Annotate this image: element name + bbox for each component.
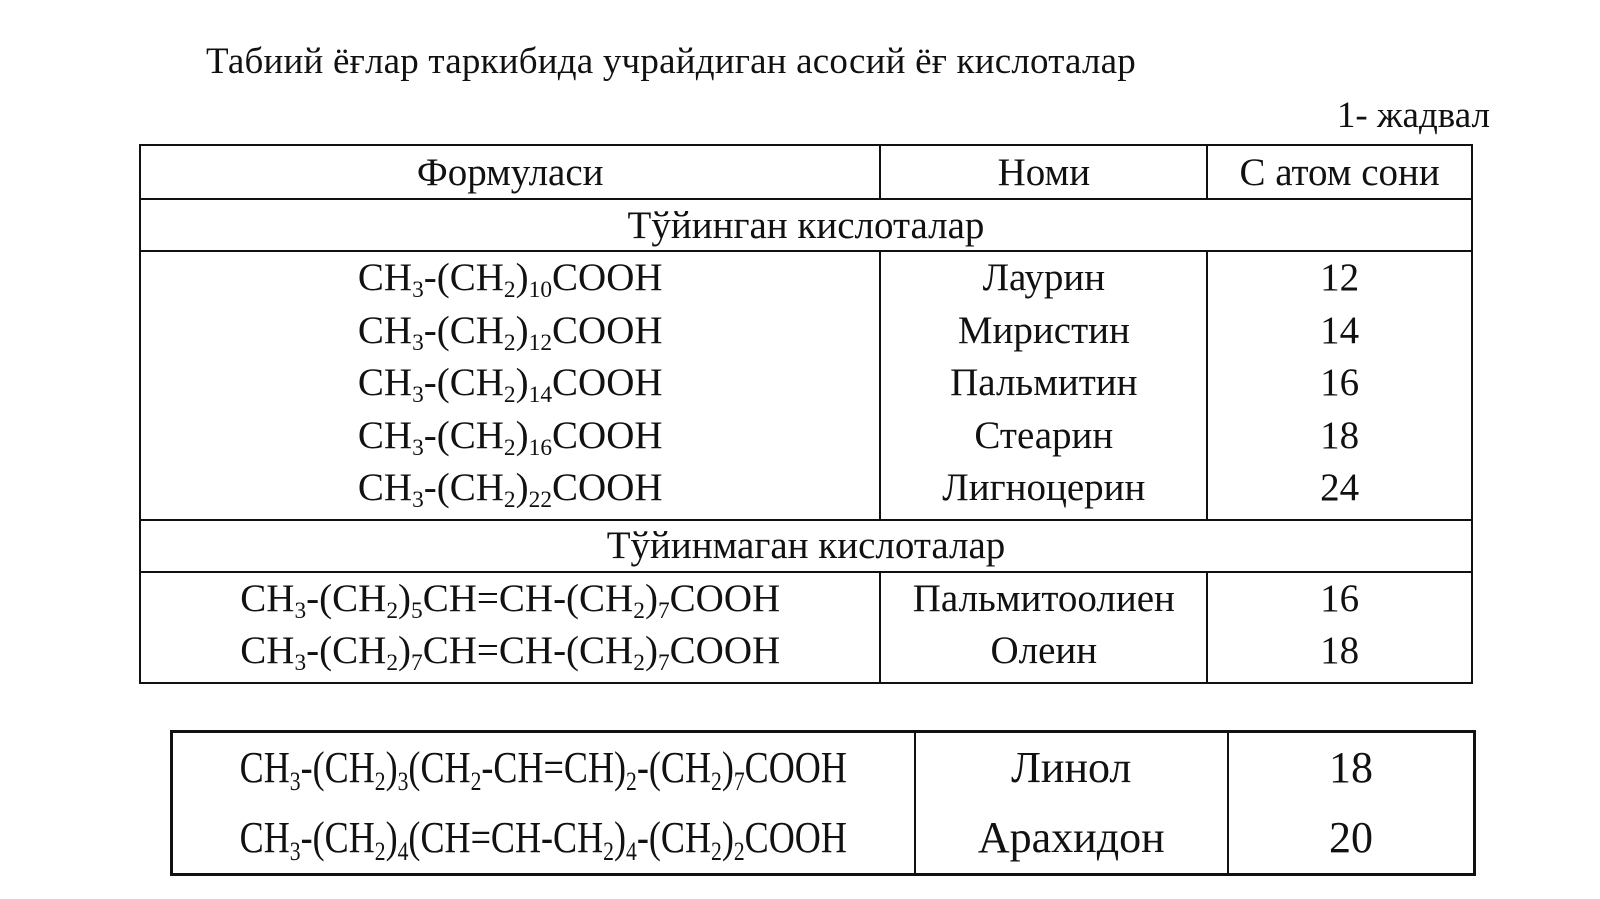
header-c-atoms: С атом сони <box>1207 145 1472 199</box>
formula-text: $CH_3-(CH_2)_{22}COOH$ <box>357 466 663 514</box>
page-title: Табиий ёғлар таркибида учрайдиган асосий ёғ кислоталар <box>206 41 1136 82</box>
unsaturated-formulas <box>140 572 880 683</box>
carbon-atom-count: 16 <box>1320 576 1360 620</box>
carbon-atom-count: 12 <box>1320 256 1360 299</box>
acid-name: Пальмитин <box>950 361 1138 404</box>
polyunsaturated-formulas <box>172 732 915 875</box>
saturated-names <box>880 251 1207 520</box>
formula-text: $CH_3-(CH_2)_7CH=CH-(CH_2)_7COOH$ <box>240 629 781 677</box>
formula-text: $CH_3-(CH_2)_{14}COOH$ <box>357 361 663 409</box>
unsaturated-section-row <box>140 520 1472 572</box>
header-name: Номи <box>880 145 1207 199</box>
saturated-section-title: Тўйинган кислоталар <box>140 199 1472 251</box>
acid-name: Арахидон <box>977 813 1165 862</box>
polyunsaturated-acids-table <box>170 730 1476 876</box>
formula-text: $CH_3-(CH_2)_5CH=CH-(CH_2)_7COOH$ <box>240 576 781 624</box>
saturated-c-atoms <box>1207 251 1472 520</box>
unsaturated-c-atoms <box>1207 572 1472 683</box>
formula-text: $CH_3-(CH_2)_4(CH=CH-CH_2)_4-(CH_2)_2COOH$ <box>239 813 847 866</box>
carbon-atom-count: 18 <box>1320 413 1360 457</box>
saturated-formulas <box>140 251 880 520</box>
acid-name: Лигноцерин <box>942 466 1146 509</box>
acid-name: Лаурин <box>982 256 1106 299</box>
unsaturated-rows <box>140 572 1472 683</box>
carbon-atom-count: 14 <box>1320 308 1360 352</box>
unsaturated-names <box>880 572 1207 683</box>
formula-text: $CH_3-(CH_2)_{16}COOH$ <box>357 413 663 461</box>
table-header-row <box>140 145 1472 199</box>
formula-text: $CH_3-(CH_2)_{12}COOH$ <box>357 308 663 356</box>
carbon-atom-count: 20 <box>1328 813 1373 862</box>
formula-text: $CH_3-(CH_2)_{10}COOH$ <box>357 256 663 304</box>
fatty-acids-table <box>139 144 1473 684</box>
polyunsaturated-rows <box>172 732 1475 875</box>
table-number-label: 1- жадвал <box>1336 95 1490 136</box>
unsaturated-section-title: Тўйинмаган кислоталар <box>140 520 1472 572</box>
polyunsaturated-names <box>915 732 1228 875</box>
carbon-atom-count: 24 <box>1320 466 1360 509</box>
carbon-atom-count: 18 <box>1320 629 1360 672</box>
carbon-atom-count: 18 <box>1328 743 1373 792</box>
acid-name: Олеин <box>990 629 1098 672</box>
acid-name: Линол <box>1011 743 1132 792</box>
carbon-atom-count: 16 <box>1320 361 1360 404</box>
acid-name: Стеарин <box>974 413 1114 457</box>
saturated-section-row <box>140 199 1472 251</box>
acid-name: Пальмитоолиен <box>912 576 1175 620</box>
polyunsaturated-c-atoms <box>1228 732 1475 875</box>
acid-name: Миристин <box>957 308 1130 352</box>
header-formula: Формуласи <box>140 145 880 199</box>
saturated-rows <box>140 251 1472 520</box>
formula-text: $CH_3-(CH_2)_3(CH_2-CH=CH)_2-(CH_2)_7COOH$ <box>239 743 847 796</box>
